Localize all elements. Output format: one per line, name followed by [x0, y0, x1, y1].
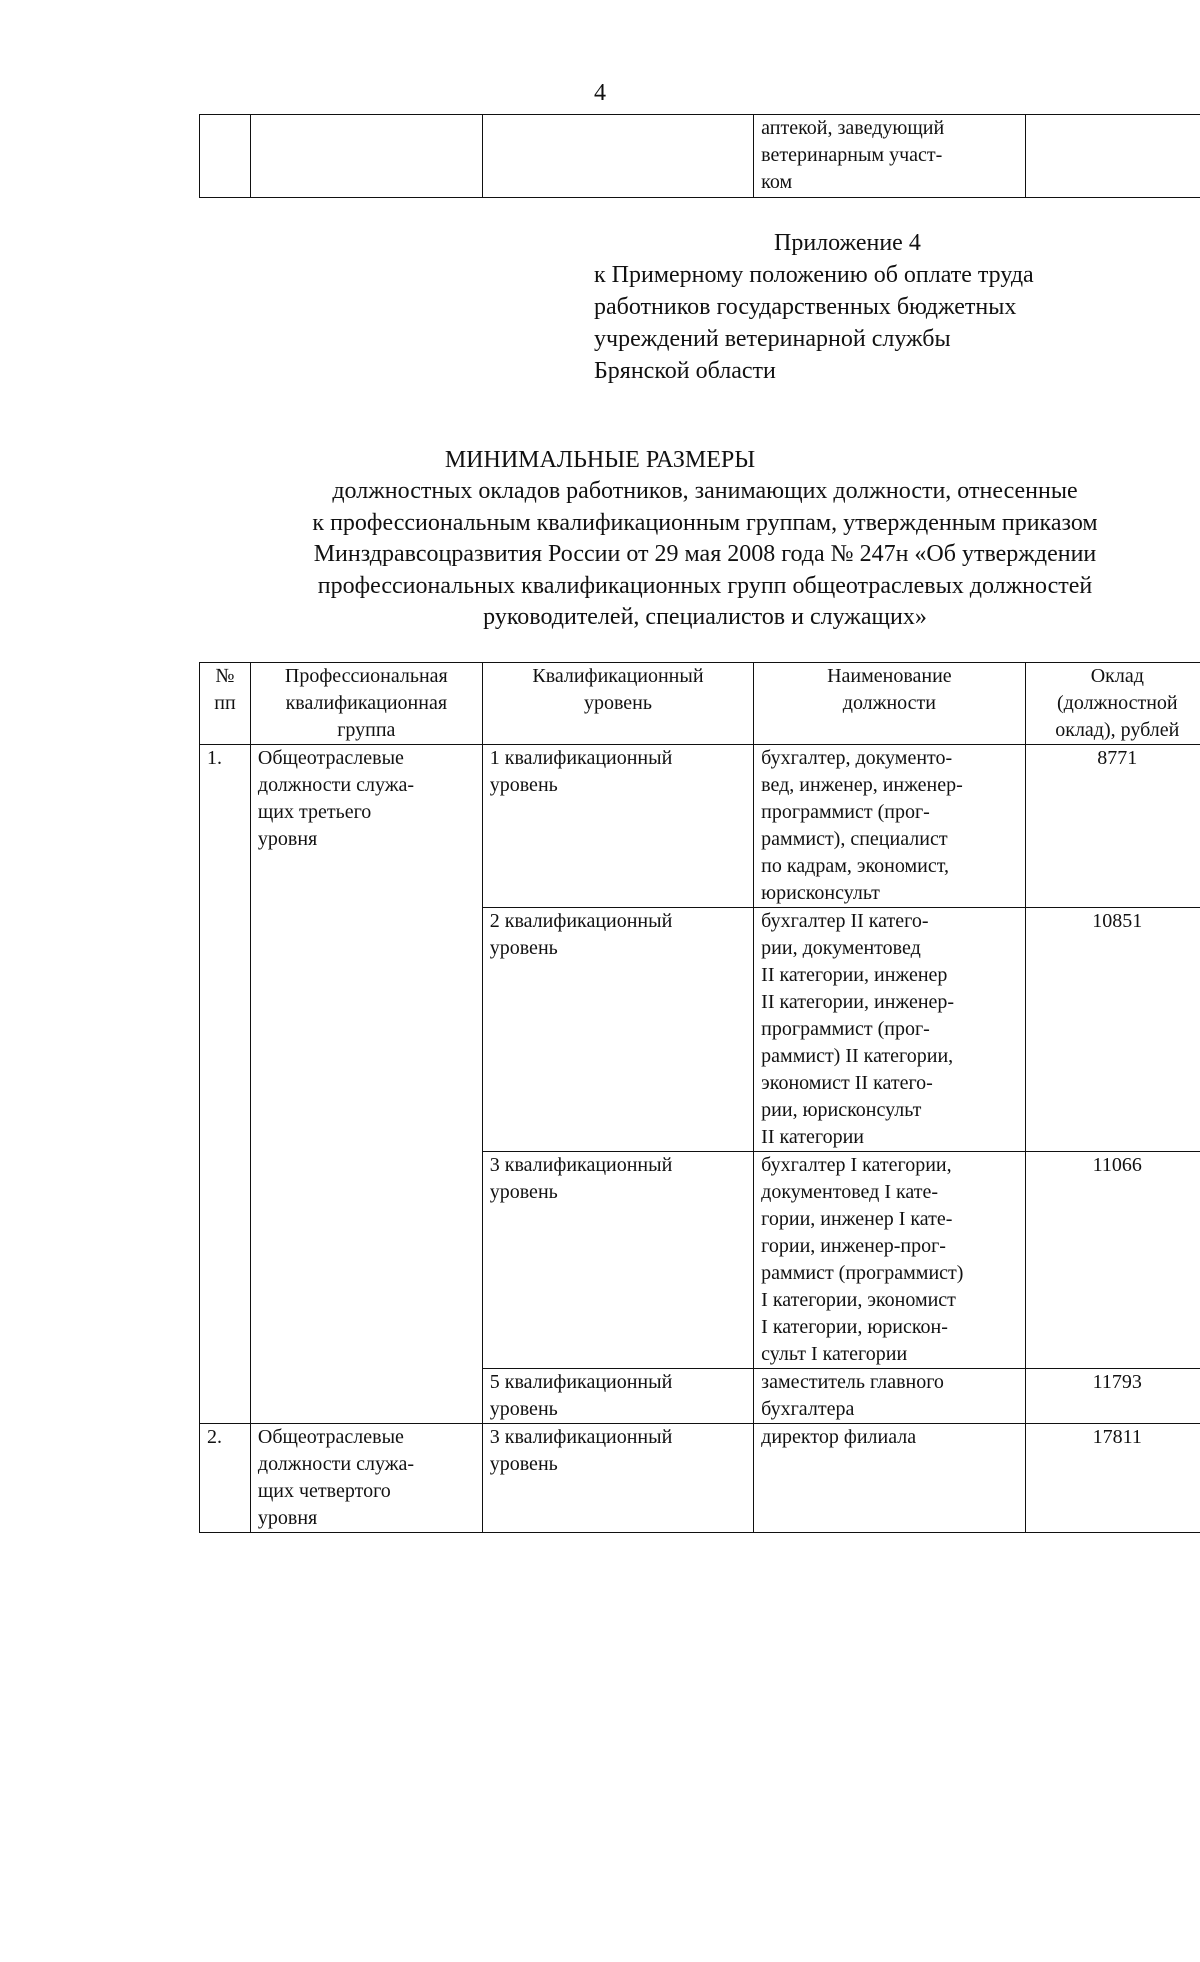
page-number: 4 — [594, 80, 606, 106]
document-title: МИНИМАЛЬНЫЕ РАЗМЕРЫ — [444, 447, 756, 473]
header-position — [754, 663, 1025, 745]
position-cell — [754, 1424, 1025, 1533]
header-line: Профессиональная — [284, 665, 448, 687]
position-line: рии, юрисконсульт — [761, 1099, 922, 1121]
group-cell — [250, 1424, 482, 1533]
position-line: директор филиала — [761, 1426, 917, 1448]
level-line: уровень — [489, 1398, 558, 1420]
header-no — [200, 663, 251, 745]
subtitle-line: руководителей, специалистов и служащих» — [483, 604, 927, 630]
position-line: бухгалтера — [761, 1398, 855, 1420]
position-cell — [754, 908, 1025, 1152]
level-line: уровень — [489, 1453, 558, 1475]
document-subtitle — [200, 476, 1200, 634]
position-line: бухгалтер, документо- — [761, 747, 953, 769]
salary-table — [199, 662, 1200, 1533]
level-line: 1 квалификационный — [489, 747, 673, 769]
salary-cell: 11066 — [1025, 1152, 1200, 1369]
appendix-block — [594, 227, 1154, 387]
table-row — [200, 1424, 1200, 1533]
level-line: 3 квалификационный — [489, 1426, 673, 1448]
header-line: квалификационная — [285, 692, 448, 714]
level-line: уровень — [489, 1181, 558, 1203]
appendix-line: работников государственных бюджетных — [594, 294, 1017, 320]
group-line: щих третьего — [257, 801, 372, 823]
group-cell — [250, 745, 482, 1424]
position-line: экономист II катего- — [761, 1072, 933, 1094]
group-line: должности служа- — [257, 774, 415, 796]
salary-cell: 11793 — [1025, 1369, 1200, 1424]
group-line: щих четвертого — [257, 1480, 391, 1502]
position-line: I категории, юрискон- — [761, 1316, 948, 1338]
group-line: Общеотраслевые — [257, 1426, 404, 1448]
level-line: уровень — [489, 774, 558, 796]
table-row — [200, 745, 1200, 908]
header-line: должности — [842, 692, 936, 714]
appendix-line: учреждений ветеринарной службы — [594, 326, 951, 352]
header-group — [250, 663, 482, 745]
position-line: II категории, инженер — [761, 964, 948, 986]
position-line: II категории, инженер- — [761, 991, 955, 1013]
position-line: вед, инженер, инженер- — [761, 774, 963, 796]
position-line: гории, инженер-прог- — [761, 1235, 946, 1257]
level-cell — [482, 908, 753, 1152]
position-line: ком — [761, 171, 793, 193]
subtitle-line: Минздравсоцразвития России от 29 мая 2008 года № 247н «Об утверждении — [313, 541, 1097, 567]
appendix-line: к Примерному положению об оплате труда — [594, 262, 1034, 288]
header-salary — [1025, 663, 1200, 745]
header-line: № — [215, 665, 235, 687]
position-cell — [754, 1152, 1025, 1369]
position-cell — [754, 1369, 1025, 1424]
row-number-cell: 1. — [200, 745, 251, 1424]
group-line: Общеотраслевые — [257, 747, 404, 769]
header-line: оклад), рублей — [1055, 719, 1180, 741]
subtitle-line: должностных окладов работников, занимающих должности, отнесенные — [332, 478, 1078, 504]
salary-cell: 17811 — [1025, 1424, 1200, 1533]
level-line: 2 квалификационный — [489, 910, 673, 932]
position-line: I категории, экономист — [761, 1289, 956, 1311]
table-cell — [1025, 115, 1200, 198]
position-line: заместитель главного — [761, 1371, 944, 1393]
position-line: сульт I категории — [761, 1343, 908, 1365]
group-line: уровня — [257, 828, 318, 850]
position-cell — [754, 745, 1025, 908]
level-cell — [482, 745, 753, 908]
group-line: уровня — [257, 1507, 318, 1529]
level-line: 5 квалификационный — [489, 1371, 673, 1393]
position-line: программист (прог- — [761, 801, 930, 823]
position-cell — [754, 115, 1025, 198]
position-line: гории, инженер I кате- — [761, 1208, 953, 1230]
position-line: раммист (программист) — [761, 1262, 964, 1284]
header-line: Квалификационный — [532, 665, 704, 687]
position-line: программист (прог- — [761, 1018, 930, 1040]
position-line: аптекой, заведующий — [761, 117, 945, 139]
subtitle-line: к профессиональным квалификационным группам, утвержденным приказом — [312, 509, 1098, 536]
table-header-row — [200, 663, 1200, 745]
header-line: уровень — [583, 692, 652, 714]
header-line: группа — [337, 719, 396, 741]
level-cell — [482, 1424, 753, 1533]
position-line: раммист), специалист — [761, 828, 948, 850]
position-line: бухгалтер I категории, — [761, 1154, 952, 1176]
position-line: раммист) II категории, — [761, 1045, 954, 1067]
position-line: документовед I кате- — [761, 1181, 939, 1203]
level-cell — [482, 1152, 753, 1369]
continuation-table — [199, 114, 1200, 198]
table-cell — [482, 115, 753, 198]
position-line: ветеринарным участ- — [761, 144, 943, 166]
header-line: Оклад — [1090, 665, 1144, 687]
header-line: (должностной — [1057, 692, 1178, 714]
position-line: рии, документовед — [761, 937, 921, 959]
group-line: должности служа- — [257, 1453, 415, 1475]
position-line: по кадрам, экономист, — [761, 855, 949, 877]
position-line: бухгалтер II катего- — [761, 910, 929, 932]
level-cell — [482, 1369, 753, 1424]
header-level — [482, 663, 753, 745]
level-line: уровень — [489, 937, 558, 959]
salary-cell: 10851 — [1025, 908, 1200, 1152]
table-cell — [250, 115, 482, 198]
header-line: Наименование — [827, 665, 952, 687]
header-line: пп — [214, 692, 236, 714]
level-line: 3 квалификационный — [489, 1154, 673, 1176]
appendix-title: Приложение 4 — [774, 230, 921, 256]
row-number-cell: 2. — [200, 1424, 251, 1533]
position-line: юрисконсульт — [761, 882, 880, 904]
position-line: II категории — [761, 1126, 864, 1148]
salary-cell: 8771 — [1025, 745, 1200, 908]
subtitle-line: профессиональных квалификационных групп общеотраслевых должностей — [317, 572, 1093, 599]
appendix-line: Брянской области — [594, 358, 776, 384]
table-row — [200, 115, 1200, 198]
table-cell — [200, 115, 251, 198]
